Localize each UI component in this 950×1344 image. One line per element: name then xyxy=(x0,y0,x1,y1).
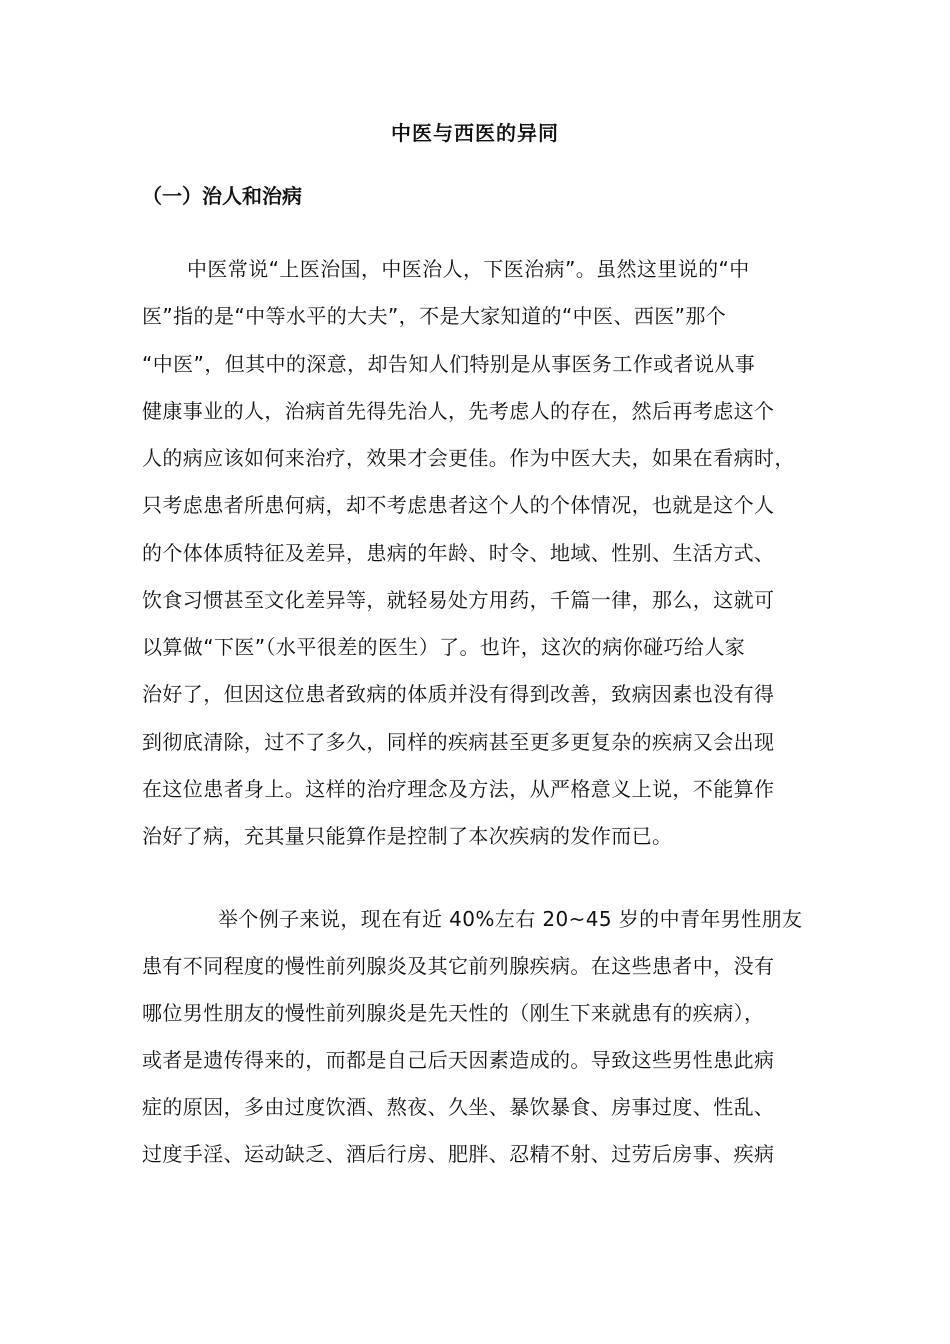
section-heading: （一）治人和治病 xyxy=(142,184,302,208)
paragraph-line: “中医”，但其中的深意，却告知人们特别是从事医务工作或者说从事 xyxy=(142,352,756,376)
paragraph-line: 或者是遗传得来的，而都是自己后天因素造成的。导致这些男性患此病 xyxy=(142,1048,775,1072)
paragraph-line: 患有不同程度的慢性前列腺炎及其它前列腺疾病。在这些患者中，没有 xyxy=(142,954,775,978)
document-title: 中医与西医的异同 xyxy=(391,121,559,145)
paragraph-line: 健康事业的人，治病首先得先治人，先考虑人的存在，然后再考虑这个 xyxy=(142,399,775,423)
paragraph-line: 的个体体质特征及差异，患病的年龄、时令、地域、性别、生活方式、 xyxy=(142,541,775,565)
paragraph-line: 症的原因，多由过度饮酒、熬夜、久坐、暴饮暴食、房事过度、性乱、 xyxy=(142,1095,775,1119)
paragraph-line: 举个例子来说，现在有近 40%左右 20~45 岁的中青年男性朋友 xyxy=(218,907,803,931)
paragraph-line: 以算做“下医”（水平很差的医生）了。也许，这次的病你碰巧给人家 xyxy=(142,635,746,659)
paragraph-line: 只考虑患者所患何病，却不考虑患者这个人的个体情况，也就是这个人 xyxy=(142,493,775,517)
paragraph-line: 在这位患者身上。这样的治疗理念及方法，从严格意义上说，不能算作 xyxy=(142,777,775,801)
paragraph-line: 治好了，但因这位患者致病的体质并没有得到改善，致病因素也没有得 xyxy=(142,682,775,706)
paragraph-line: 过度手淫、运动缺乏、酒后行房、肥胖、忍精不射、过劳后房事、疾病 xyxy=(142,1142,775,1166)
paragraph-line: 到彻底清除，过不了多久，同样的疾病甚至更多更复杂的疾病又会出现 xyxy=(142,730,775,754)
paragraph-line: 人的病应该如何来治疗，效果才会更佳。作为中医大夫，如果在看病时， xyxy=(142,446,795,470)
paragraph-line: 医”指的是“中等水平的大夫”，不是大家知道的“中医、西医”那个 xyxy=(142,304,727,328)
paragraph-line: 哪位男性朋友的慢性前列腺炎是先天性的（刚生下来就患有的疾病）， xyxy=(142,1001,765,1025)
paragraph-line: 饮食习惯甚至文化差异等，就轻易处方用药，千篇一律，那么，这就可 xyxy=(142,588,775,612)
paragraph-line: 治好了病，充其量只能算作是控制了本次疾病的发作而已。 xyxy=(142,824,673,848)
paragraph-line: 中医常说“上医治国，中医治人，下医治病”。虽然这里说的“中 xyxy=(187,257,750,281)
